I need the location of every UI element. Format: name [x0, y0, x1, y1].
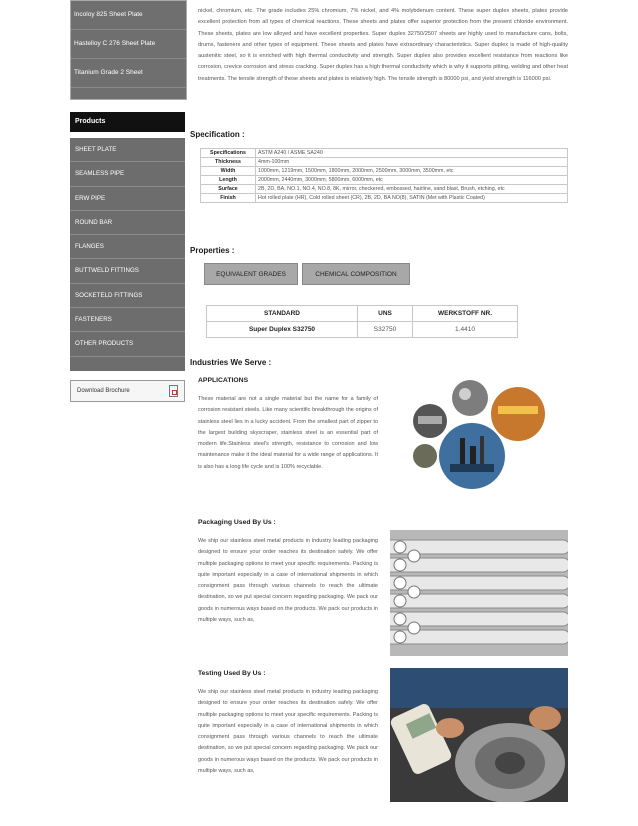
- industries-collage-image: [410, 376, 550, 494]
- packaging-image: [390, 530, 568, 656]
- product-link-buttweld-fittings[interactable]: BUTTWELD FITTINGS: [70, 259, 185, 283]
- testing-paragraph: We ship our stainless steel metal products in industry leading packaging designed to ensure your order reaches its destination safely. We offer multiple packaging options to meet your specific requirements. Packing is quite important especially in a case of international shipments in which consignment pass through various channels to reach the ultimate destination, so we put special concern regarding packaging. We pack our goods in numerous ways based on the products. We pack our products in multiple ways, such as,: [198, 689, 378, 775]
- applications-paragraph: These material are not a single material but the name for a family of corrosion resistant steels. Like many scientific breakthrough the origins of stainless steel lies in a lucky accident. From the smallest part of zipper to the largest building skyscraper, stainless steel is an essential part of modern life.Stainless steel's strength, resistance to corrosion and low maintenance make it the ideal material for a wide range of applications. It is also has a long life cycle and is 100% recyclable.: [198, 396, 378, 470]
- properties-heading: Properties :: [190, 246, 235, 255]
- product-link-seamless-pipe[interactable]: SEAMLESS PIPE: [70, 162, 185, 186]
- product-link-round-bar[interactable]: ROUND BAR: [70, 211, 185, 235]
- product-link-other-products[interactable]: OTHER PRODUCTS: [70, 332, 185, 356]
- testing-heading: Testing Used By Us :: [198, 670, 266, 677]
- tab-equivalent-grades[interactable]: EQUIVALENT GRADES: [204, 263, 298, 285]
- table-row: Thickness 4mm-100mm: [201, 158, 568, 167]
- intro-paragraph: nickel, chromium, etc. The grade includes 25% chromium, 7% nickel, and 4% molybdenum content. These super duplex sheets, plates provide excellent protection from all types of chemical reactions. These sheets and plates offer superior protection from the present chloride environment. These sheets, plates are low alloyed and have excellent properties. Super duplex 32750/2507 sheets are highly used to manufacture cans, bolts, drums, fasteners and other types of equipment. These sheets and plates have extraordinary characteristics. Super duplex is made of high-quality austenitic steel, so it is enriched with high thermal conductivity and strength. Super duplex also provides excellent resistance from reactions like corrosion, crevice corrosion and stress cracking. Super duplex has a high thermal conductivity which is why it supports pitting, welding and other heat treatments. The tensile strength of these sheets and plates is relatively high. The tensile strength is 80000 psi, and yield strength is 116000 psi.: [198, 8, 568, 82]
- industries-heading: Industries We Serve :: [190, 358, 272, 367]
- table-row: Finish Hot rolled plate (HR), Cold rolled sheet (CR), 2B, 2D, BA NO(8), SATIN (Met with Plastic Coated): [201, 194, 568, 203]
- product-link-flanges[interactable]: FLANGES: [70, 235, 185, 259]
- table-row: Length 2000mm, 2440mm, 3000mm, 5800mm, 6000mm, etc: [201, 176, 568, 185]
- specification-heading: Specification :: [190, 130, 245, 139]
- products-menu: [70, 138, 185, 371]
- applications-subheading: APPLICATIONS: [198, 377, 249, 384]
- product-link-fasteners[interactable]: FASTENERS: [70, 308, 185, 332]
- sidebar-link-hastelloy[interactable]: Hastelloy C 276 Sheet Plate: [71, 30, 186, 59]
- tab-chemical-composition[interactable]: CHEMICAL COMPOSITION: [302, 263, 410, 285]
- sidebar-link-titanium[interactable]: Titanium Grade 2 Sheet: [71, 59, 186, 88]
- packaging-heading: Packaging Used By Us :: [198, 519, 276, 526]
- table-header-row: STANDARD UNS WERKSTOFF NR.: [207, 306, 518, 322]
- table-row: Super Duplex S32750 S32750 1.4410: [207, 322, 518, 338]
- sidebar-related-links: [70, 0, 187, 100]
- testing-image: [390, 668, 568, 802]
- table-row: Specifications ASTM A240 / ASME SA240: [201, 149, 568, 158]
- product-link-erw-pipe[interactable]: ERW PIPE: [70, 187, 185, 211]
- products-heading: Products: [70, 112, 185, 132]
- brochure-label: Download Brochure: [77, 388, 130, 394]
- table-row: Surface 2B, 2D, BA, NO.1, NO.4, NO.8, 8K, mirror, checkered, embossed, hairline, sand blast, Brush, etching, etc: [201, 185, 568, 194]
- pdf-icon: [169, 385, 178, 397]
- download-brochure-button[interactable]: [70, 380, 185, 402]
- product-link-sheet-plate[interactable]: SHEET PLATE: [70, 138, 185, 162]
- product-link-socketeld-fittings[interactable]: SOCKETELD FITTINGS: [70, 284, 185, 308]
- specification-table: [200, 148, 568, 203]
- table-row: Width 1000mm, 1219mm, 1500mm, 1800mm, 2000mm, 2500mm, 3000mm, 3500mm, etc: [201, 167, 568, 176]
- sidebar-link-incoloy[interactable]: Incoloy 825 Sheet Plate: [71, 1, 186, 30]
- packaging-paragraph: We ship our stainless steel metal products in industry leading packaging designed to ensure your order reaches its destination safely. We offer multiple packaging options to meet your specific requirements. Packing is quite important especially in a case of international shipments in which consignment pass through various channels to reach the ultimate destination, so we put special concern regarding packaging. We pack our goods in numerous ways based on the products. We pack our products in multiple ways, such as,: [198, 538, 378, 624]
- equivalent-grades-table: [206, 305, 518, 338]
